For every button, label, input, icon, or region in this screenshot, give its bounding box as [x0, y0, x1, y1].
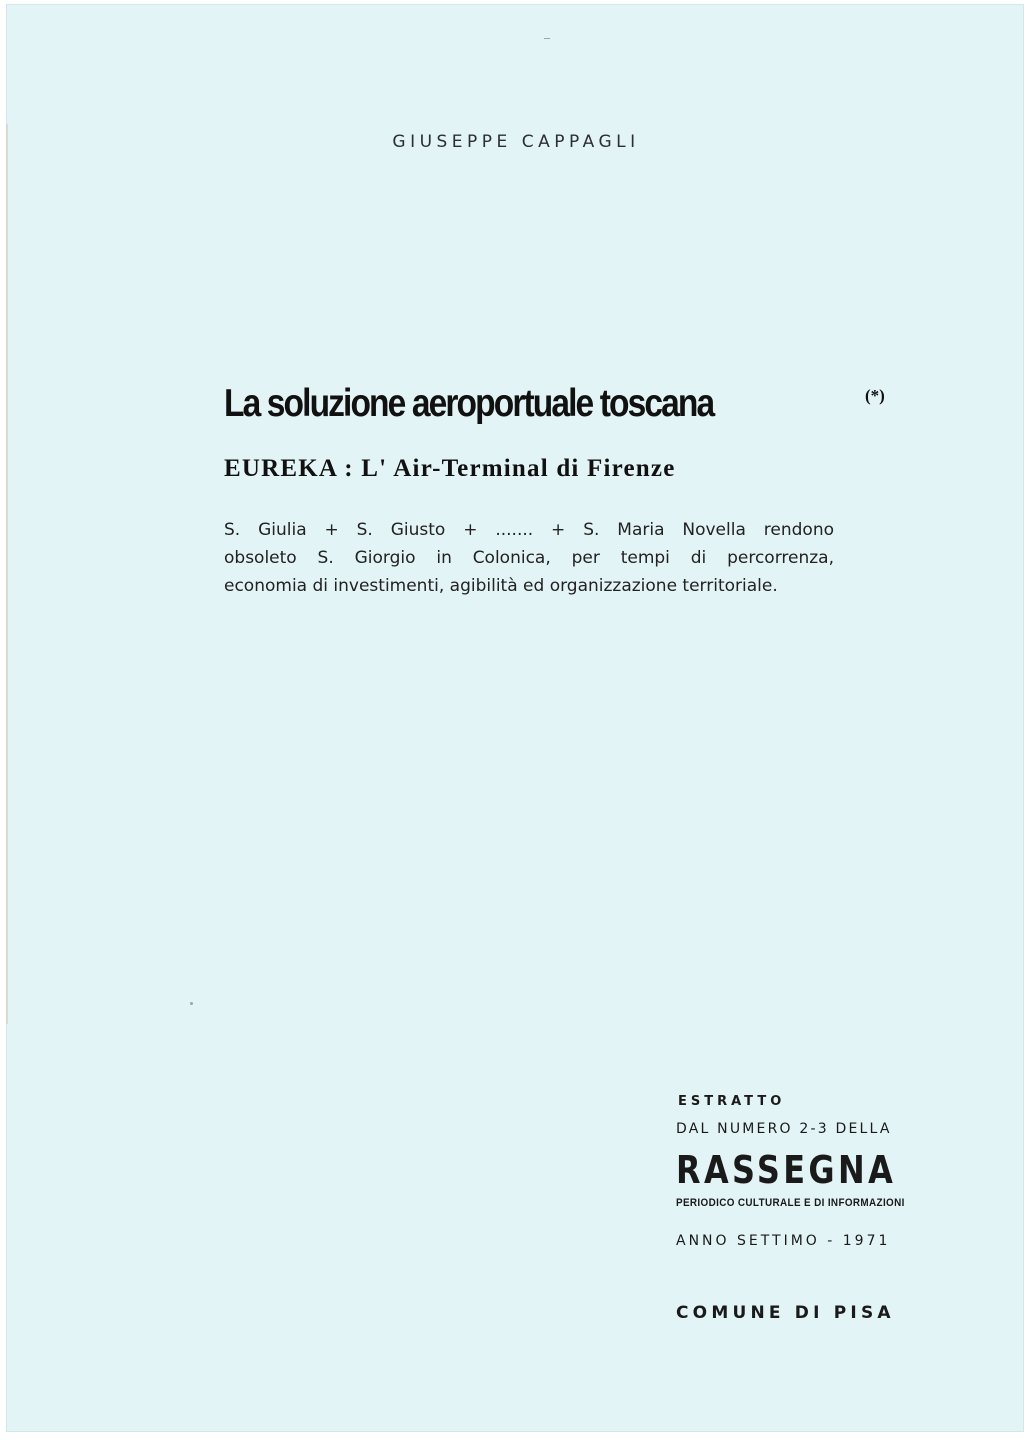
title-footnote-marker: (*) — [865, 386, 885, 405]
page-title: La soluzione aeroportuale toscana — [224, 382, 714, 425]
intro-line: economia di investimenti, agibilità ed organizzazione territoriale. — [224, 576, 778, 596]
imprint-issue-number: DAL NUMERO 2-3 DELLA — [676, 1121, 892, 1137]
imprint-journal-name: RASSEGNA — [676, 1148, 897, 1192]
author-name: GIUSEPPE CAPPAGLI — [392, 132, 640, 152]
page-subtitle: EUREKA : L' Air-Terminal di Firenze — [224, 455, 676, 482]
imprint-publisher: COMUNE DI PISA — [676, 1303, 895, 1323]
intro-paragraph — [224, 516, 834, 600]
paper-edge — [6, 124, 8, 1024]
publication-imprint — [676, 1094, 905, 1323]
intro-line: obsoleto S. Giorgio in Colonica, per tempi di percorrenza, — [224, 548, 834, 568]
intro-line: S. Giulia + S. Giusto + ....... + S. Maria Novella rendono — [224, 520, 834, 540]
imprint-estratto: ESTRATTO — [678, 1094, 786, 1109]
paper-speck — [190, 1002, 193, 1005]
paper-speck — [544, 38, 550, 39]
imprint-journal-description: PERIODICO CULTURALE E DI INFORMAZIONI — [676, 1197, 905, 1209]
imprint-year: ANNO SETTIMO - 1971 — [676, 1233, 891, 1249]
